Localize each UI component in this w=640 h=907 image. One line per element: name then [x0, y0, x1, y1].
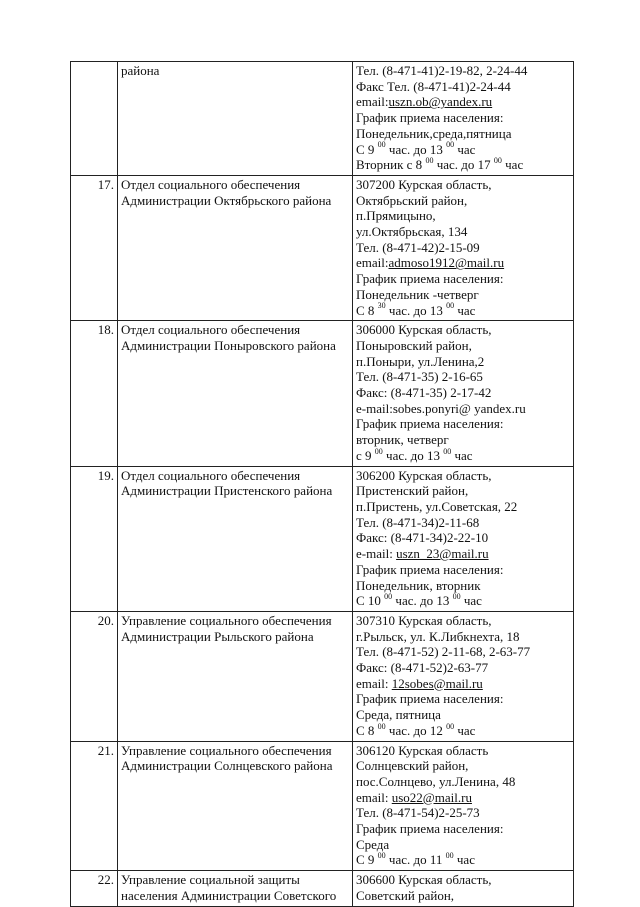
email-link[interactable]: 12sobes@mail.ru [391, 675, 483, 691]
table-row [71, 611, 574, 741]
organization-line: Отдел социального обеспечения [121, 467, 301, 483]
contact-line [356, 483, 570, 499]
minutes-superscript: 00 [446, 721, 455, 731]
contact-text: Понедельник, вторник [356, 577, 481, 593]
email-link[interactable]: uszn.ob@yandex.ru [388, 94, 493, 110]
contact-line [356, 240, 570, 256]
organization-line: Администрации Солнцевского района [121, 758, 333, 774]
minutes-superscript: 00 [377, 851, 386, 861]
contact-details [353, 871, 574, 906]
contact-text: час [501, 157, 524, 173]
contact-text: С 10 [356, 593, 385, 609]
table-row [71, 321, 574, 466]
contact-line [356, 416, 570, 432]
contact-line [356, 177, 570, 193]
contact-text: С 8 [356, 302, 378, 318]
organization-line: Отдел социального обеспечения [121, 322, 301, 338]
contact-text: час [451, 447, 473, 463]
contact-text: Советский район, [356, 887, 455, 903]
contact-text: час. до 17 [433, 157, 494, 173]
organization-line: Администрации Октябрьского района [121, 192, 332, 208]
contact-line [356, 774, 570, 790]
contact-details [353, 611, 574, 741]
contact-text: ул.Октябрьская, 134 [356, 224, 468, 240]
contact-line [356, 629, 570, 645]
contact-line [356, 385, 570, 401]
contact-text: 306000 Курская область, [356, 322, 492, 338]
contact-text: пос.Солнцево, ул.Ленина, 48 [356, 773, 516, 789]
minutes-superscript: 30 [377, 301, 386, 311]
contact-line [356, 322, 570, 338]
minutes-superscript: 00 [374, 446, 383, 456]
contact-text: Поныровский район, [356, 337, 472, 353]
contact-line [356, 644, 570, 660]
email-link[interactable]: admoso1912@mail.ru [388, 255, 505, 271]
contact-text: График приема населения: [356, 561, 504, 577]
contact-line [356, 157, 570, 173]
social-services-table [70, 61, 574, 907]
contact-text: час. до 13 [385, 302, 447, 318]
contact-text: Тел. (8-471-42)2-15-09 [356, 239, 480, 255]
contact-text: Тел. (8-471-52) 2-11-68, 2-63-77 [356, 644, 531, 660]
row-number: 21. [71, 741, 118, 871]
contact-text: Факс: (8-471-35) 2-17-42 [356, 385, 492, 401]
row-number: 22. [71, 871, 118, 906]
contact-text: График приема населения: [356, 271, 504, 287]
contact-line [356, 193, 570, 209]
contact-line [356, 63, 570, 79]
contact-text: Понедельник -четверг [356, 286, 479, 302]
contact-text: Среда [356, 836, 390, 852]
contact-line [356, 546, 570, 562]
contact-line [356, 562, 570, 578]
contact-line [356, 593, 570, 609]
contact-text: час [454, 141, 476, 157]
table-row [71, 741, 574, 871]
contact-text: 307310 Курская область, [356, 612, 492, 628]
contact-text: Тел. (8-471-41)2-19-82, 2-24-44 [356, 63, 528, 78]
contact-line [356, 578, 570, 594]
contact-line [356, 676, 570, 692]
contact-text: час. до 13 [392, 593, 453, 609]
organization-line: Управление социального обеспечения [121, 612, 332, 628]
minutes-superscript: 00 [384, 591, 393, 601]
contact-line [356, 448, 570, 464]
contact-line [356, 110, 570, 126]
table-row [71, 175, 574, 320]
minutes-superscript: 00 [452, 591, 461, 601]
contact-text: email: [356, 789, 392, 805]
organization-line: Администрации Поныровского района [121, 337, 336, 353]
organization-name [118, 466, 353, 611]
contact-text: 306600 Курская область, [356, 872, 492, 888]
contact-text: Тел. (8-471-54)2-25-73 [356, 805, 480, 821]
contact-line [356, 468, 570, 484]
row-number: 18. [71, 321, 118, 466]
contact-line [356, 723, 570, 739]
contact-text: График приема населения: [356, 416, 504, 432]
contact-text: Пристенский район, [356, 483, 469, 499]
contact-text: с 9 [356, 447, 375, 463]
contact-text: Среда, пятница [356, 707, 441, 723]
contact-details [353, 321, 574, 466]
organization-name [118, 321, 353, 466]
contact-line [356, 805, 570, 821]
table-body [71, 62, 574, 907]
contact-line [356, 499, 570, 515]
contact-text: час [454, 722, 476, 738]
minutes-superscript: 00 [443, 446, 452, 456]
contact-text: email: [356, 255, 389, 271]
organization-name [118, 871, 353, 906]
contact-text: г.Рыльск, ул. К.Либкнехта, 18 [356, 628, 520, 644]
contact-line [356, 338, 570, 354]
organization-line: Администрации Рыльского района [121, 628, 314, 644]
contact-line [356, 126, 570, 142]
minutes-superscript: 00 [493, 155, 502, 165]
contact-text: 306120 Курская область [356, 742, 489, 758]
contact-line [356, 224, 570, 240]
contact-line [356, 271, 570, 287]
contact-text: email: [356, 675, 392, 691]
contact-line [356, 660, 570, 676]
contact-text: п.Прямицыно, [356, 208, 436, 224]
organization-line: Управление социального обеспечения [121, 742, 332, 758]
contact-line [356, 354, 570, 370]
contact-line [356, 401, 570, 417]
contact-line [356, 872, 570, 888]
contact-text: час. до 13 [385, 141, 447, 157]
contact-line [356, 79, 570, 95]
contact-line [356, 255, 570, 271]
contact-text: Октябрьский район, [356, 192, 468, 208]
contact-text: час [453, 852, 475, 868]
table-row [71, 871, 574, 906]
organization-name [118, 611, 353, 741]
contact-text: вторник, четверг [356, 432, 449, 448]
contact-text: График приема населения: [356, 821, 504, 837]
contact-text: Тел. (8-471-34)2-11-68 [356, 514, 480, 530]
contact-text: 307200 Курская область, [356, 176, 492, 192]
contact-line [356, 888, 570, 904]
minutes-superscript: 00 [377, 721, 386, 731]
contact-details [353, 466, 574, 611]
contact-text: Понедельник,среда,пятница [356, 125, 512, 141]
contact-text: Вторник с 8 [356, 157, 426, 173]
contact-line [356, 837, 570, 853]
contact-text: Солнцевский район, [356, 758, 469, 774]
contact-line [356, 142, 570, 158]
row-number [71, 62, 118, 176]
organization-name [118, 741, 353, 871]
contact-line [356, 707, 570, 723]
minutes-superscript: 00 [425, 155, 434, 165]
contact-text: п.Поныри, ул.Ленина,2 [356, 353, 485, 369]
minutes-superscript: 00 [446, 301, 455, 311]
contact-line [356, 852, 570, 868]
contact-line [356, 758, 570, 774]
minutes-superscript: 00 [377, 140, 386, 150]
contact-line [356, 94, 570, 110]
contact-text: Тел. (8-471-35) 2-16-65 [356, 369, 483, 385]
minutes-superscript: 00 [445, 851, 454, 861]
contact-text: График приема населения: [356, 110, 504, 126]
contact-details [353, 62, 574, 176]
contact-line [356, 530, 570, 546]
contact-text: п.Пристень, ул.Советская, 22 [356, 498, 518, 514]
organization-line: населения Администрации Советского [121, 887, 337, 903]
contact-line [356, 613, 570, 629]
contact-line [356, 515, 570, 531]
organization-name [118, 62, 353, 176]
contact-text: час. до 11 [385, 852, 446, 868]
contact-details [353, 175, 574, 320]
contact-line [356, 790, 570, 806]
contact-text: час. до 12 [385, 722, 447, 738]
contact-text: час [454, 302, 476, 318]
organization-line: Отдел социального обеспечения [121, 176, 301, 192]
contact-text: email: [356, 94, 389, 110]
contact-text: С 9 [356, 141, 378, 157]
contact-text: С 9 [356, 852, 378, 868]
contact-line [356, 691, 570, 707]
contact-line [356, 821, 570, 837]
contact-line [356, 432, 570, 448]
contact-text: час. до 13 [382, 447, 444, 463]
contact-text: Факс Тел. (8-471-41)2-24-44 [356, 78, 511, 94]
contact-details [353, 741, 574, 871]
contact-text: e-mail:sobes.ponyri@ yandex.ru [356, 400, 526, 416]
row-number: 19. [71, 466, 118, 611]
contact-line [356, 743, 570, 759]
contact-text: График приема населения: [356, 691, 504, 707]
email-link[interactable]: uszn_23@mail.ru [396, 546, 489, 562]
contact-text: С 8 [356, 722, 378, 738]
contact-text: 306200 Курская область, [356, 467, 492, 483]
table-row [71, 466, 574, 611]
contact-text: Факс: (8-471-34)2-22-10 [356, 530, 489, 546]
contact-text: час [460, 593, 482, 609]
email-link[interactable]: uso22@mail.ru [391, 789, 472, 805]
organization-line: района [121, 63, 160, 78]
contact-line [356, 287, 570, 303]
contact-text: Факс: (8-471-52)2-63-77 [356, 660, 489, 676]
row-number: 20. [71, 611, 118, 741]
organization-name [118, 175, 353, 320]
contact-line [356, 303, 570, 319]
contact-text: e-mail: [356, 546, 397, 562]
table-row [71, 62, 574, 176]
organization-line: Управление социальной защиты [121, 872, 300, 888]
row-number: 17. [71, 175, 118, 320]
contact-line [356, 369, 570, 385]
organization-line: Администрации Пристенского района [121, 483, 333, 499]
contact-line [356, 208, 570, 224]
minutes-superscript: 00 [446, 140, 455, 150]
